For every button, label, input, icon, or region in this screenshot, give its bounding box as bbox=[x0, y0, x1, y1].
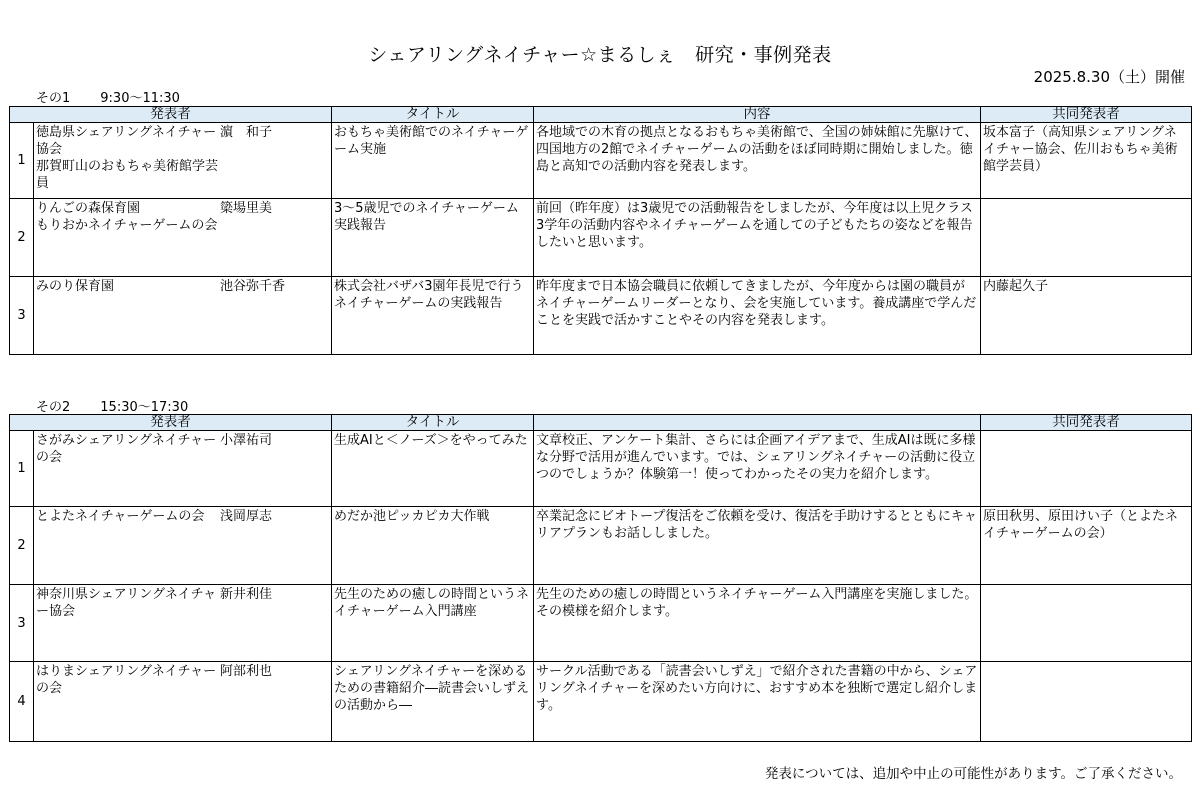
table-row bbox=[10, 277, 1192, 355]
talk-content: 先生のための癒しの時間というネイチャーゲーム入門講座を実施しました。その模様を紹介します。 bbox=[534, 585, 981, 662]
session2-heading bbox=[36, 396, 188, 415]
table-row bbox=[10, 123, 1192, 199]
co-presenter bbox=[981, 199, 1192, 277]
session2-table bbox=[9, 414, 1192, 742]
co-presenter bbox=[981, 585, 1192, 662]
talk-content: 前回（昨年度）は3歳児での活動報告をしましたが、今年度は以上児クラス3学年の活動内容やネイチャーゲームを通しての子どもたちの姿などを報告したいと思います。 bbox=[534, 199, 981, 277]
row-number: 2 bbox=[10, 507, 34, 585]
row-number: 4 bbox=[10, 662, 34, 742]
co-presenter: 原田秋男、原田けい子（とよたネイチャーゲームの会） bbox=[981, 507, 1192, 585]
presenter-name: 阿部利也 bbox=[220, 664, 273, 679]
row-number: 3 bbox=[10, 277, 34, 355]
session2-label: その2 bbox=[36, 400, 71, 415]
page-title: シェアリングネイチャー☆まるしぇ 研究・事例発表 bbox=[368, 44, 832, 66]
presenter-org: 神奈川県シェアリングネイチャー協会 bbox=[36, 587, 217, 619]
presenter-cell bbox=[34, 662, 332, 742]
title-header: タイトル bbox=[332, 107, 534, 123]
session1-time: 9:30～11:30 bbox=[100, 91, 180, 106]
presenter-org: さがみシェアリングネイチャーの会 bbox=[36, 433, 217, 465]
event-date: 2025.8.30（土）開催 bbox=[1033, 68, 1185, 86]
table-row bbox=[10, 199, 1192, 277]
co-presenter-header: 共同発表者 bbox=[981, 107, 1192, 123]
presenter-cell bbox=[34, 431, 332, 507]
content-header bbox=[534, 415, 981, 431]
presenter-cell bbox=[34, 277, 332, 355]
title-header: タイトル bbox=[332, 415, 534, 431]
talk-title: シェアリングネイチャーを深めるための書籍紹介―読書会いしずえの活動から― bbox=[332, 662, 534, 742]
content-header: 内容 bbox=[534, 107, 981, 123]
co-presenter: 内藤起久子 bbox=[981, 277, 1192, 355]
presenter-cell bbox=[34, 123, 332, 199]
presenter-name: 簗場里美 bbox=[220, 201, 273, 216]
table-row bbox=[10, 662, 1192, 742]
presenter-name: 濵 和子 bbox=[220, 125, 273, 140]
presenter-org: みのり保育園 bbox=[36, 279, 115, 294]
co-presenter bbox=[981, 431, 1192, 507]
talk-title: 株式会社バザバ3園年長児で行うネイチャーゲームの実践報告 bbox=[332, 277, 534, 355]
talk-content: 文章校正、アンケート集計、さらには企画アイデアまで、生成AIは既に多様な分野で活用が進んでいます。では、シェアリングネイチャーの活動に役立つのでしょうか？体験第一！使ってわかったその実力を紹介します。 bbox=[534, 431, 981, 507]
session2-time: 15:30～17:30 bbox=[100, 400, 189, 415]
presenter-header: 発表者 bbox=[10, 107, 332, 123]
talk-content: サークル活動である「読書会いしずえ」で紹介された書籍の中から、シェアリングネイチャーを深めたい方向けに、おすすめ本を独断で選定し紹介します。 bbox=[534, 662, 981, 742]
presenter-org: はりまシェアリングネイチャーの会 bbox=[36, 664, 217, 696]
presenter-org: 徳島県シェアリングネイチャー協会 那賀町山のおもちゃ美術館学芸員 bbox=[36, 125, 219, 191]
talk-title: おもちゃ美術館でのネイチャーゲーム実施 bbox=[332, 123, 534, 199]
presenter-name: 小澤祐司 bbox=[220, 433, 273, 448]
presenter-name: 浅岡厚志 bbox=[220, 509, 273, 524]
row-number: 3 bbox=[10, 585, 34, 662]
presenter-cell bbox=[34, 585, 332, 662]
table-row bbox=[10, 585, 1192, 662]
footer-note: 発表については、追加や中止の可能性があります。ご了承ください。 bbox=[764, 766, 1182, 782]
session1-heading bbox=[36, 87, 180, 106]
co-presenter bbox=[981, 662, 1192, 742]
talk-content: 昨年度まで日本協会職員に依頼してきましたが、今年度からは園の職員がネイチャーゲームリーダーとなり、会を実施しています。養成講座で学んだことを実践で活かすことやその内容を発表します。 bbox=[534, 277, 981, 355]
presenter-cell bbox=[34, 199, 332, 277]
row-number: 1 bbox=[10, 431, 34, 507]
presenter-cell bbox=[34, 507, 332, 585]
talk-title: 先生のための癒しの時間というネイチャーゲーム入門講座 bbox=[332, 585, 534, 662]
row-number: 1 bbox=[10, 123, 34, 199]
session1-table bbox=[9, 106, 1192, 355]
talk-content: 卒業記念にビオトープ復活をご依頼を受け、復活を手助けするとともにキャリアプランもお話ししました。 bbox=[534, 507, 981, 585]
talk-content: 各地域での木育の拠点となるおもちゃ美術館で、全国の姉妹館に先駆けて、四国地方の2館でネイチャーゲームの活動をほぼ同時期に開始しました。徳島と高知での活動内容を発表します。 bbox=[534, 123, 981, 199]
talk-title: 生成AIと＜ノーズ＞をやってみた bbox=[332, 431, 534, 507]
presenter-header: 発表者 bbox=[10, 415, 332, 431]
row-number: 2 bbox=[10, 199, 34, 277]
presenter-org: りんごの森保育園 もりおかネイチャーゲームの会 bbox=[36, 201, 218, 233]
presenter-org: とよたネイチャーゲームの会 bbox=[36, 509, 205, 524]
table-row bbox=[10, 507, 1192, 585]
talk-title: 3～5歳児でのネイチャーゲーム実践報告 bbox=[332, 199, 534, 277]
session1-label: その1 bbox=[36, 91, 71, 106]
table-row bbox=[10, 431, 1192, 507]
talk-title: めだか池ピッカピカ大作戦 bbox=[332, 507, 534, 585]
co-presenter-header: 共同発表者 bbox=[981, 415, 1192, 431]
co-presenter: 坂本富子（高知県シェアリングネイチャー協会、佐川おもちゃ美術館学芸員） bbox=[981, 123, 1192, 199]
presenter-name: 新井利佳 bbox=[220, 587, 273, 602]
presenter-name: 池谷弥千香 bbox=[220, 279, 286, 294]
